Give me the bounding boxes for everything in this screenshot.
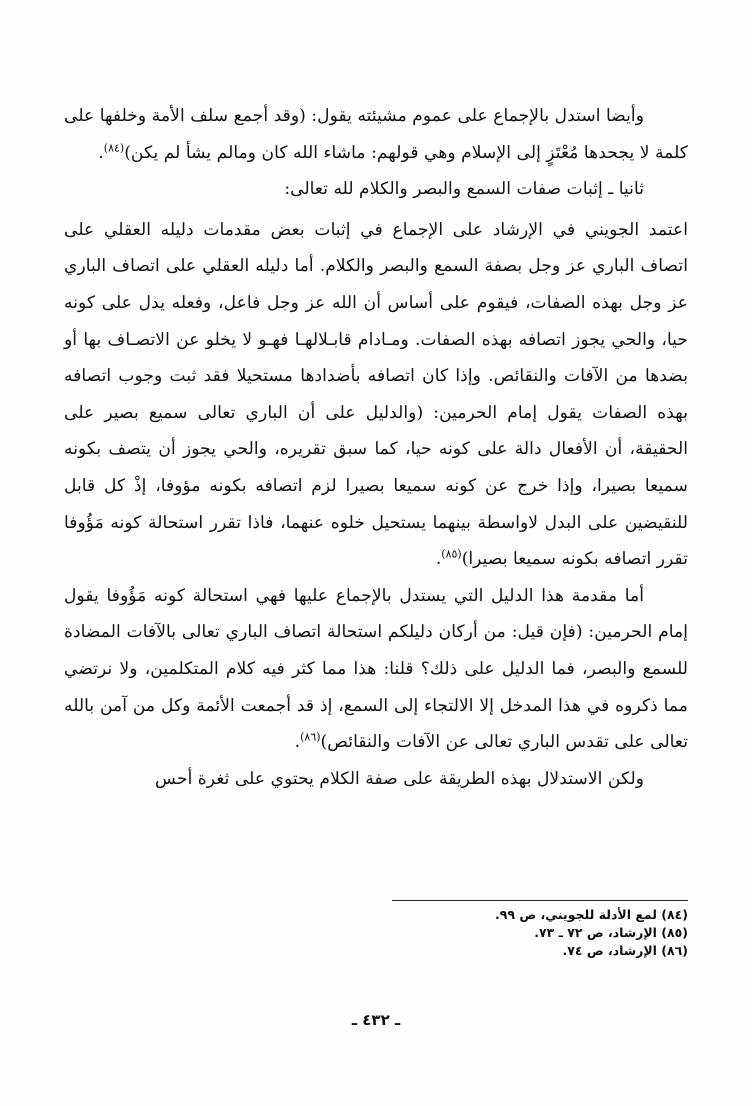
section-heading: ثانيا ـ إثبات صفات السمع والبصر والكلام لله تعالى: (284, 179, 644, 200)
footnotes (368, 906, 688, 960)
footnote-ref-85: (٨٥) (441, 547, 462, 561)
footnote-ref-84: (٨٤) (103, 140, 125, 154)
footnote-divider (392, 900, 688, 901)
footnote-85: (٨٥) الإرشاد، ص ٧٢ ـ ٧٣. (534, 925, 688, 940)
paragraph-4: ولكن الاستدلال بهذه الطريقة على صفة الكلام يحتوي على ثغرة أحس (155, 768, 644, 789)
paragraph-3: أما مقدمة هذا الدليل التي يستدل بالإجماع عليها فهي استحالة كونه مَؤُوفا يقول إمام الحرمين: (فإن قيل: من أركان دليلكم استحالة اتصاف الباري تعالى بالآفات المضادة للسمع والبصر، فما الدليل على ذلك؟ قلنا: هذا مما كثر فيه كلام المتكلمين، ولا نرتضي مما ذكروه في هذا المدخل إلا الالتجاء إلى السمع، إذ قد أجمعت الأئمة وكل من آمن بالله تعالى على تقدس الباري تعالى عن الآفات والنقائص)$^{(٨٦)}$. (64, 585, 688, 753)
paragraph-2: اعتمد الجويني في الإرشاد على الإجماع في إثبات بعض مقدمات دليله العقلي على اتصاف الباري عز وجل بصفة السمع والبصر والكلام. أما دليله العقلي على اتصاف الباري عز وجل بهذه الصفات، فيقوم على أساس أن الله عز وجل فاعل، وفعله يدل على كونه حيا، والحي يجوز اتصافه بهذه الصفات. ومـادام قابـلالهـا فهـو لا يخلو عن الاتصـاف بها أو بضدها من الآفات والنقائص. وإذا كان اتصافه بأضدادها مستحيلا فقد ثبت وجوب اتصافه بهذه الصفات يقول إمام الحرمين: (والدليل على أن الباري تعالى سميع بصير على الحقيقة، أن الأفعال دالة على كونه حيا، كما سبق تقريره، والحي يجوز أن يتصف بكونه سميعا بصيرا، وإذا خرج عن كونه سميعا بصيرا لزم اتصافه بكونه مؤوفا، إذْ كل قابل للنقيضين على البدل لاواسطة بينهما يستحيل خلوه عنهما، فاذا تقرر استحالة كونه مَؤُوفا تقرر اتصافه بكونه سميعا بصيرا)$^{(٨٥)}$. (64, 219, 688, 570)
main-text (64, 98, 688, 797)
page-number: ـ ٤٣٢ ـ (351, 1011, 401, 1029)
footnote-84: (٨٤) لمع الأدلة للجويني، ص ٩٩. (494, 907, 688, 922)
footnote-86: (٨٦) الإرشاد، ص ٧٤. (562, 943, 688, 958)
footnote-ref-86: (٨٦) (300, 730, 321, 744)
paragraph-1: وأيضا استدل بالإجماع على عموم مشيئته يقول: (وقد أجمع سلف الأمة وخلفها على كلمة لا يجحدها مُعْتَزٍ إلى الإسلام وهي قولهم: ماشاء الله كان ومالم يشأ لم يكن)$^{(٨٤)}$. (64, 106, 688, 163)
